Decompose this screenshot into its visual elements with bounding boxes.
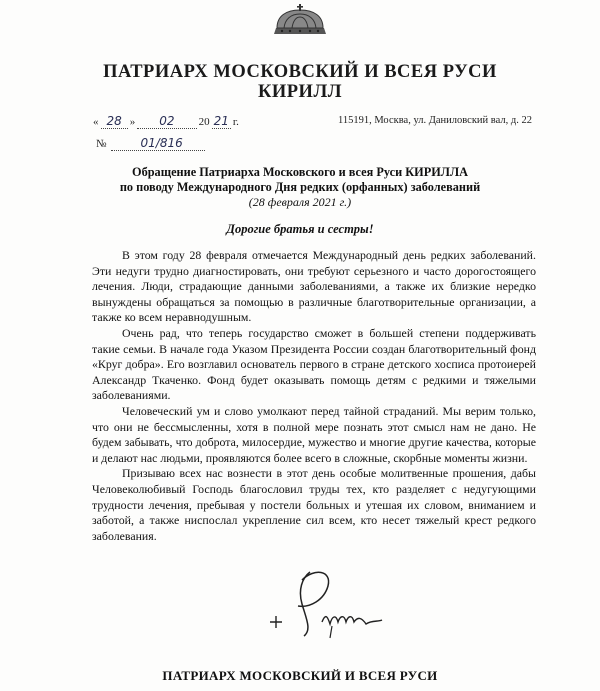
- document-number: [96, 136, 205, 151]
- address-date: (28 февраля 2021 г.): [248, 195, 352, 209]
- patriarch-crown-emblem: [268, 4, 332, 38]
- paragraph: Очень рад, что теперь государство сможет в большей степени поддерживать такие семьи. В начале года Указом Президента России создан благотворительный фонд «Круг добра». Его возглавил основатель первого в стране детского хосписа протоиерей Александр Ткаченко. Фонд будет оказывать помощь детям с редкими и тяжелыми заболеваниями.: [92, 325, 536, 403]
- document-date: [93, 114, 239, 129]
- number-value: 01/816: [111, 136, 205, 151]
- address: 115191, Москва, ул. Даниловский вал, д. 22: [338, 115, 532, 126]
- paragraph: В этом году 28 февраля отмечается Международный день редких заболеваний. Эти недуги трудно диагностировать, они требуют серьезного и часто дорогостоящего лечения. Люди, страдающие данными заболеваниями, а также их близкие нередко вынуждены обращаться за помощью в различные благотворительные организации, а также ко всем неравнодушным.: [92, 248, 536, 325]
- date-year-prefix: 20: [198, 116, 210, 128]
- patriarch-name: КИРИЛЛ: [257, 82, 343, 102]
- number-label: №: [96, 138, 107, 150]
- date-quote-close: »: [129, 116, 136, 128]
- date-year: 21: [213, 114, 229, 128]
- date-day: 28: [101, 114, 128, 129]
- footer-title: ПАТРИАРХ МОСКОВСКИЙ И ВСЕЯ РУСИ: [162, 668, 438, 683]
- address-title-line1: Обращение Патриарха Московского и всея Руси КИРИЛЛА: [132, 165, 468, 179]
- date-month: 02: [137, 114, 196, 129]
- address-title-line2: по поводу Международного Дня редких (орфанных) заболеваний: [119, 180, 481, 194]
- patriarch-title: ПАТРИАРХ МОСКОВСКИЙ И ВСЕЯ РУСИ: [103, 62, 497, 82]
- date-quote-open: «: [93, 116, 99, 128]
- paragraph: Призываю всех нас вознести в этот день особые молитвенные прошения, дабы Человеколюбивый Господь благословил труды тех, кто разделяет с недугующими трудности лечения, пребывая у постели больных и утешая их словом, вниманием и заботой, а также ниспослал укрепление сил всем, кто несет тяжелый крест редкого заболевания.: [92, 466, 536, 543]
- date-suffix: г.: [232, 116, 239, 128]
- greeting: Дорогие братья и сестры!: [226, 222, 374, 236]
- letter-body: [92, 248, 536, 544]
- handwritten-signature: [262, 560, 402, 640]
- paragraph: Человеческий ум и слово умолкают перед тайной страданий. Мы верим только, что они не бессмысленны, хотя в полной мере познать этот смысл нам не дано. Не будем забывать, что доброта, милосердие, мужество и многие другие качества, которые и делают нас людьми, проявляются более всего в сложные, скорбные моменты жизни.: [92, 403, 536, 465]
